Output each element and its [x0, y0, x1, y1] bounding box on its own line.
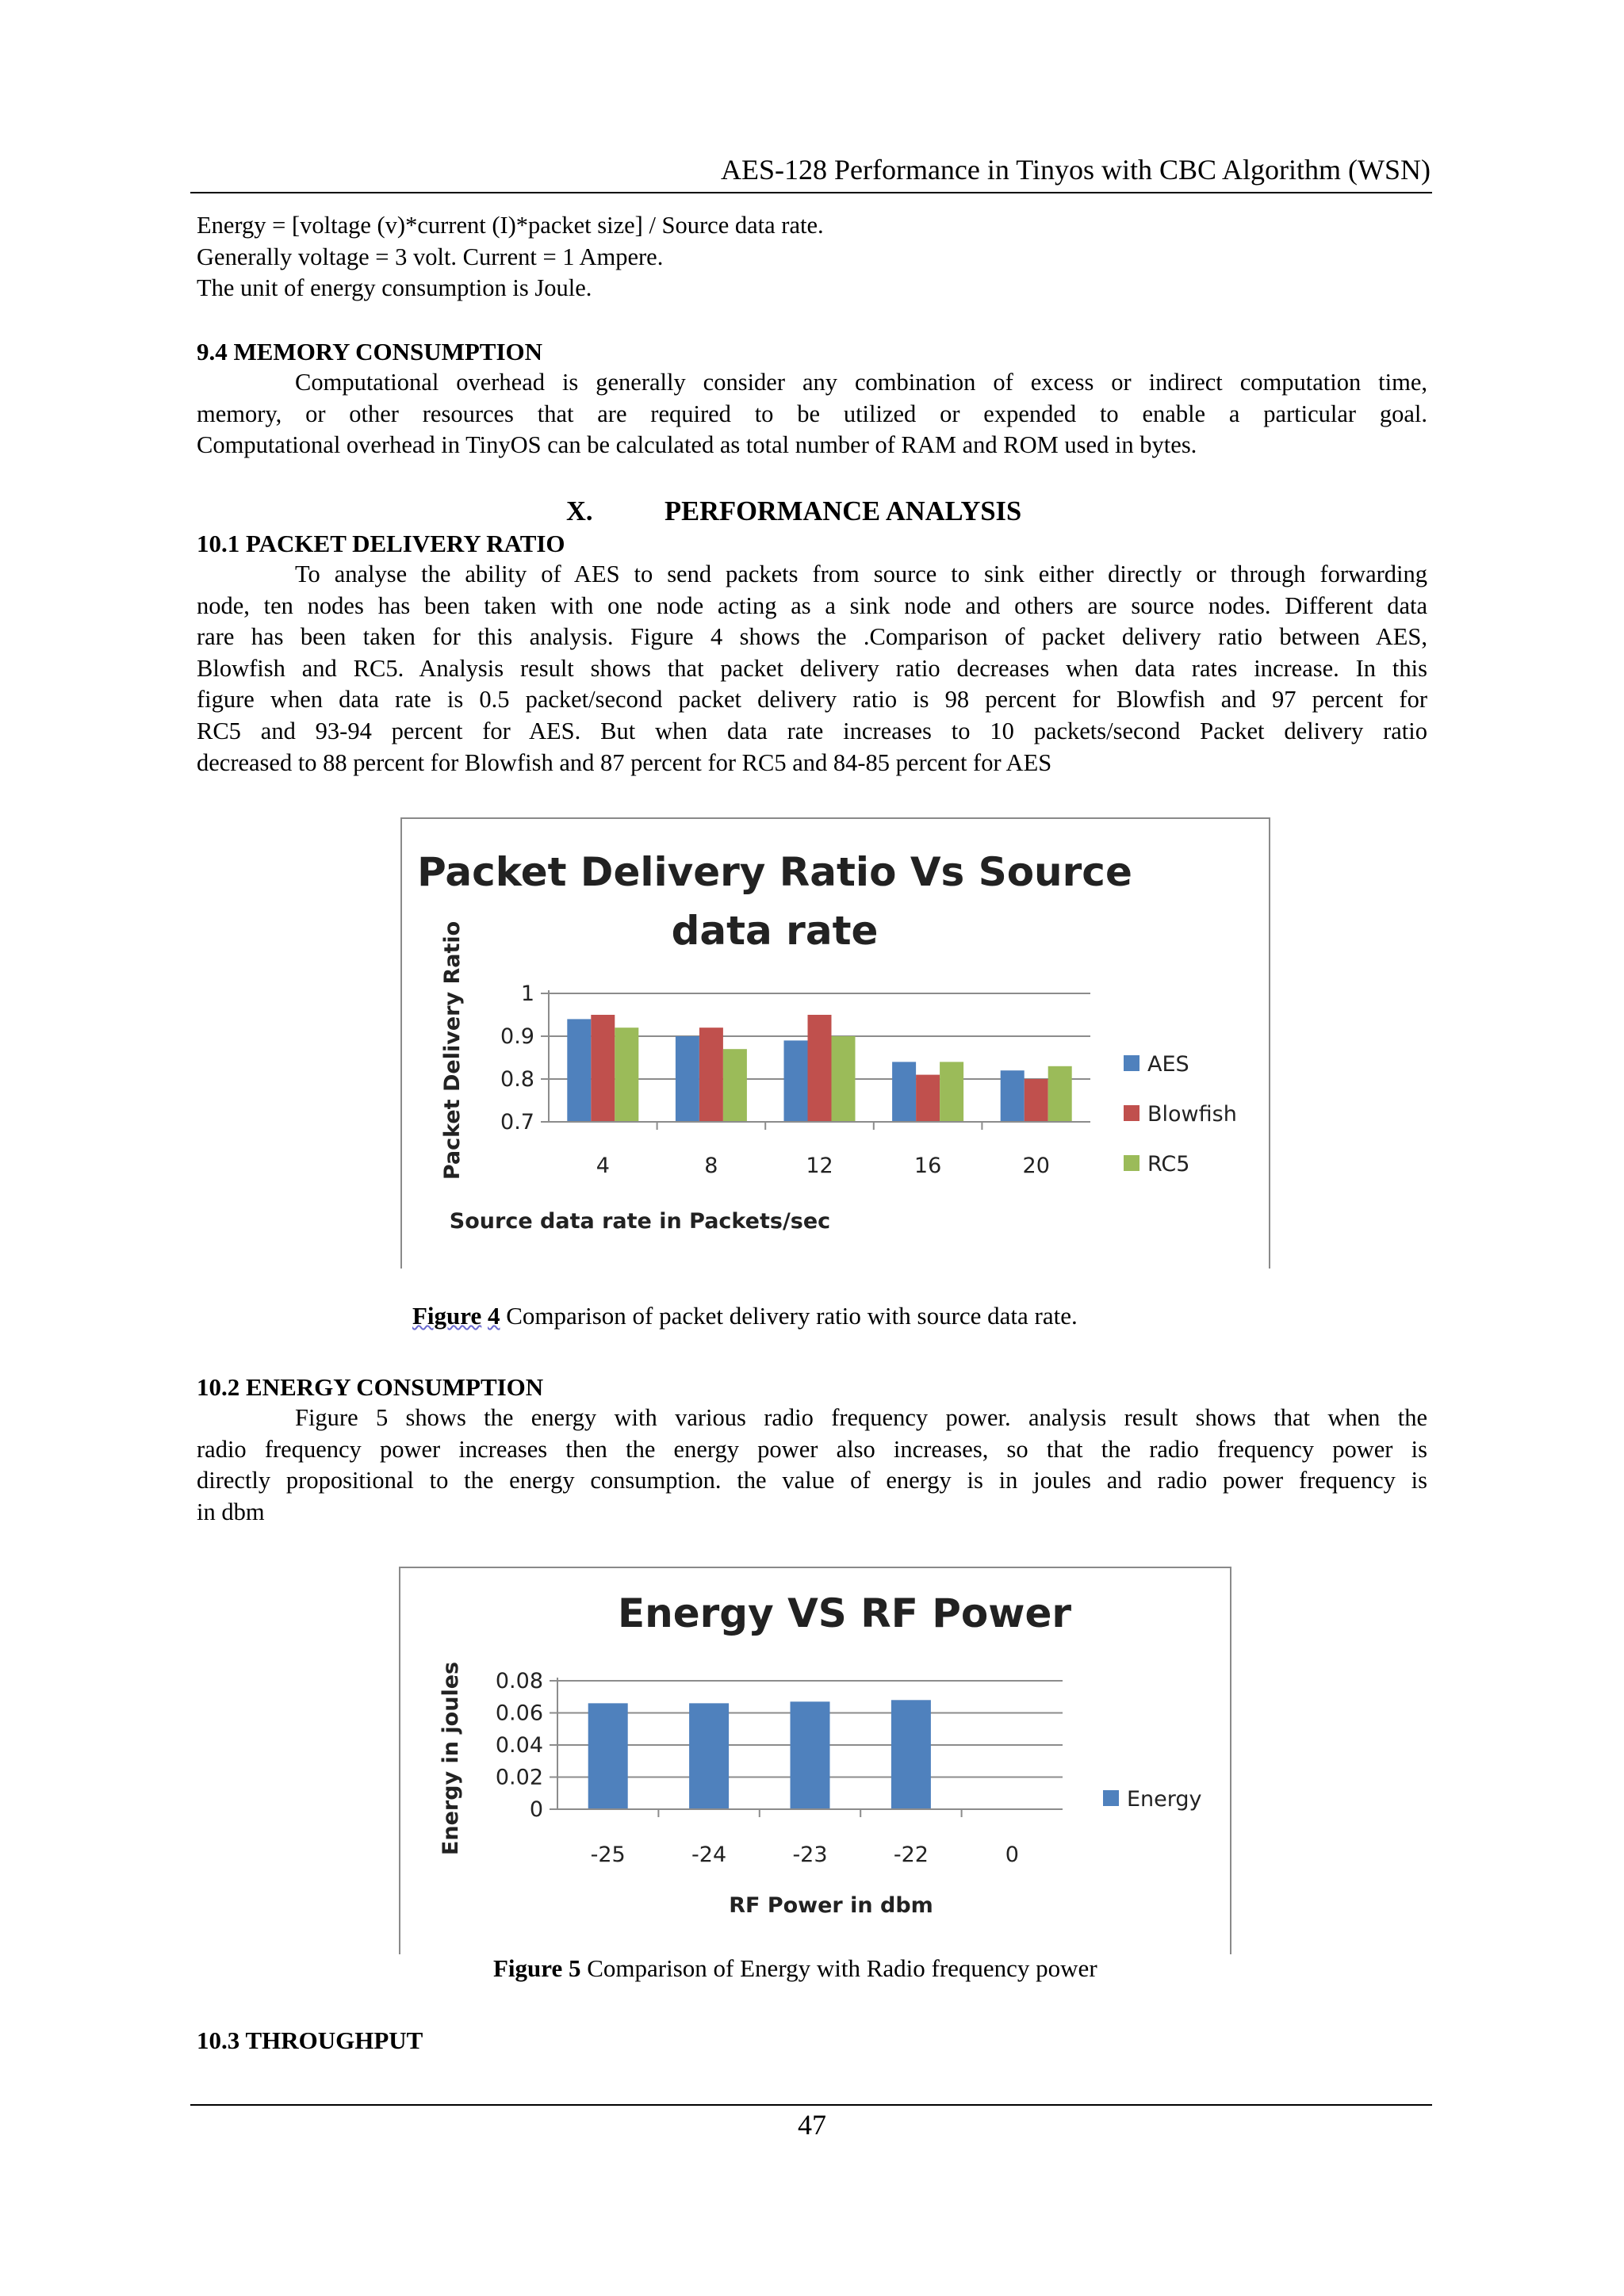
- y-tick-label: 0.9: [500, 1024, 534, 1049]
- bar-aes: [784, 1040, 808, 1122]
- bar-rc5: [723, 1049, 747, 1122]
- energy-formula-line: Energy = [voltage (v)*current (I)*packet size] / Source data rate.: [197, 212, 824, 239]
- heading-9-4: 9.4 MEMORY CONSUMPTION: [197, 338, 543, 365]
- legend-swatch-aes: [1124, 1055, 1139, 1071]
- bar-energy: [791, 1701, 830, 1809]
- bar-blowfish: [699, 1027, 723, 1122]
- section-x-text: PERFORMANCE ANALYSIS: [665, 496, 1022, 526]
- figure-4-chart: [402, 819, 1269, 1269]
- running-head: AES-128 Performance in Tinyos with CBC Algorithm (WSN): [720, 154, 1431, 186]
- bar-aes: [567, 1019, 591, 1122]
- bar-energy: [588, 1703, 628, 1809]
- paragraph-10-2: [197, 1402, 1427, 1528]
- heading-10-1: 10.1 PACKET DELIVERY RATIO: [197, 530, 565, 557]
- x-tick-label: 16: [914, 1154, 942, 1178]
- y-tick-label: 0.8: [500, 1067, 534, 1092]
- x-tick-label: 0: [1005, 1843, 1019, 1867]
- paragraph-line: Computational overhead in TinyOS can be calculated as total number of RAM and ROM used in bytes.: [197, 431, 1197, 459]
- legend-swatch-energy: [1103, 1790, 1119, 1806]
- paragraph-line: node, ten nodes has been taken with one node acting as a sink node and others are source nodes. Different data: [197, 591, 1427, 619]
- legend-label-aes: AES: [1147, 1052, 1189, 1077]
- paragraph-line: directly propositional to the energy consumption. the value of energy is in joules and radio power frequency is: [197, 1467, 1427, 1494]
- energy-unit-line: The unit of energy consumption is Joule.: [197, 274, 592, 302]
- paragraph-line: radio frequency power increases then the energy power also increases, so that the radio frequency power is: [197, 1435, 1427, 1463]
- section-x-number: X.: [566, 496, 593, 526]
- header-rule: [190, 192, 1432, 193]
- bar-aes: [1001, 1070, 1025, 1122]
- x-tick-label: -23: [792, 1843, 828, 1867]
- paragraph-line: RC5 and 93-94 percent for AES. But when data rate increases to 10 packets/second Packet delivery ratio: [197, 717, 1427, 744]
- paragraph-line: figure when data rate is 0.5 packet/second packet delivery ratio is 98 percent for Blowfish and 97 percent for: [197, 686, 1427, 714]
- bar-energy: [891, 1700, 931, 1809]
- x-tick-label: -25: [590, 1843, 626, 1867]
- paragraph-line: decreased to 88 percent for Blowfish and 87 percent for RC5 and 84-85 percent for AES: [197, 748, 1052, 776]
- legend-label-blowfish: Blowfish: [1147, 1102, 1237, 1127]
- figure-5-caption: [493, 1953, 1097, 1984]
- chart1-y-tick-labels: [500, 982, 534, 1135]
- chart1-bars: [567, 1015, 1071, 1122]
- paragraph-line: Computational overhead is generally consider any combination of excess or indirect computation time,: [295, 369, 1427, 396]
- chart2-legend: [1103, 1787, 1202, 1812]
- energy-formula-block: [197, 210, 1427, 304]
- figure-5-chart: [400, 1568, 1230, 1954]
- bar-rc5: [832, 1036, 856, 1122]
- bar-rc5: [615, 1027, 638, 1122]
- paragraph-line: memory, or other resources that are required to be utilized or expended to enable a particular goal.: [197, 400, 1427, 427]
- chart2-x-tick-labels: [591, 1843, 1019, 1867]
- legend-swatch-rc5: [1124, 1155, 1139, 1171]
- chart2-y-axis-label: Energy in joules: [439, 1661, 463, 1856]
- bar-rc5: [1048, 1066, 1072, 1122]
- legend-label-energy: Energy: [1127, 1787, 1202, 1812]
- chart1-x-axis-label: Source data rate in Packets/sec: [449, 1209, 831, 1234]
- x-tick-label: 12: [806, 1154, 833, 1178]
- paragraph-line: rare has been taken for this analysis. Figure 4 shows the .Comparison of packet delivery ratio between AES,: [197, 623, 1427, 651]
- bar-blowfish: [808, 1015, 832, 1122]
- bar-blowfish: [591, 1015, 615, 1122]
- heading-10-2: 10.2 ENERGY CONSUMPTION: [197, 1373, 544, 1401]
- y-tick-label: 0: [529, 1797, 543, 1822]
- x-tick-label: 8: [704, 1154, 718, 1178]
- paragraph-9-4: [197, 367, 1427, 461]
- figure-5-caption-text: Comparison of Energy with Radio frequency power: [587, 1954, 1097, 1982]
- chart2-y-tick-labels: [496, 1669, 543, 1822]
- bar-aes: [676, 1036, 699, 1122]
- figure-4-caption-text: Comparison of packet delivery ratio with source data rate.: [506, 1302, 1078, 1330]
- x-tick-label: -24: [691, 1843, 727, 1867]
- chart2-x-axis-label: RF Power in dbm: [729, 1893, 933, 1918]
- figure-4-frame: [400, 817, 1270, 1269]
- chart2-bars: [588, 1700, 931, 1809]
- y-tick-label: 1: [520, 982, 534, 1006]
- x-tick-label: 20: [1022, 1154, 1050, 1178]
- chart1-y-axis-label: Packet Delivery Ratio: [440, 920, 465, 1181]
- figure-5-label: Figure 5: [493, 1954, 581, 1982]
- paragraph-line: in dbm: [197, 1498, 265, 1525]
- voltage-current-line: Generally voltage = 3 volt. Current = 1 Ampere.: [197, 243, 664, 270]
- y-tick-label: 0.04: [495, 1733, 543, 1758]
- footer-rule: [190, 2104, 1432, 2106]
- legend-label-rc5: RC5: [1147, 1152, 1190, 1177]
- chart1-x-tick-labels: [596, 1154, 1050, 1178]
- figure-5-frame: [399, 1567, 1231, 1954]
- x-tick-label: -22: [893, 1843, 929, 1867]
- section-x-title: [566, 494, 1021, 529]
- chart1-legend: [1124, 1052, 1237, 1177]
- y-tick-label: 0.08: [495, 1669, 543, 1693]
- x-tick-label: 4: [596, 1154, 610, 1178]
- chart1-title-line1: Packet Delivery Ratio Vs Source: [417, 849, 1132, 895]
- bar-aes: [892, 1062, 916, 1122]
- paragraph-line: Figure 5 shows the energy with various radio frequency power. analysis result shows that when the: [295, 1404, 1427, 1431]
- y-tick-label: 0.06: [495, 1701, 543, 1726]
- paragraph-line: To analyse the ability of AES to send packets from source to sink either directly or through forwarding: [295, 561, 1427, 587]
- figure-4-label: Figure: [412, 1302, 482, 1330]
- chart1-title-line2: data rate: [671, 908, 879, 954]
- bar-rc5: [940, 1062, 963, 1122]
- y-tick-label: 0.02: [495, 1765, 543, 1790]
- page-number: 47: [798, 2109, 826, 2141]
- bar-blowfish: [1025, 1079, 1048, 1122]
- figure-4-caption: [412, 1300, 1078, 1332]
- bar-blowfish: [916, 1075, 940, 1122]
- paragraph-line: Blowfish and RC5. Analysis result shows that packet delivery ratio decreases when data rates increase. In this: [197, 654, 1427, 682]
- chart2-title: Energy VS RF Power: [617, 1590, 1072, 1636]
- legend-swatch-blowfish: [1124, 1105, 1139, 1121]
- figure-4-number: 4: [488, 1302, 500, 1330]
- y-tick-label: 0.7: [500, 1110, 534, 1135]
- paragraph-10-1: [197, 559, 1427, 779]
- heading-10-3: 10.3 THROUGHPUT: [197, 2026, 423, 2054]
- bar-energy: [689, 1703, 729, 1809]
